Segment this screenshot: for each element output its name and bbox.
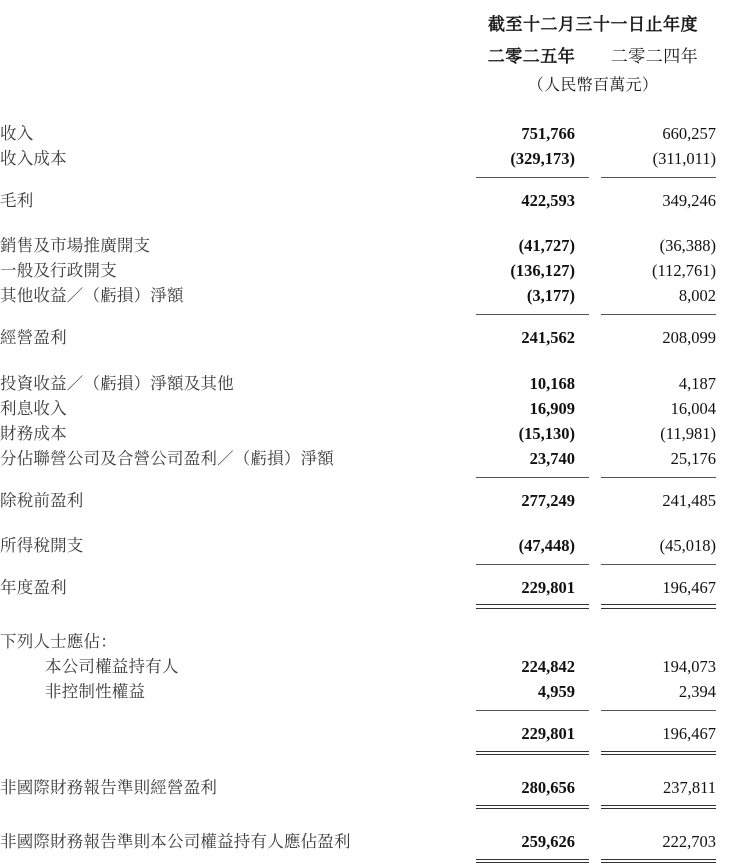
row-value-current	[470, 629, 593, 654]
row-value-current: (41,727)	[518, 236, 575, 256]
rule-line	[476, 314, 589, 315]
row-value-current: 422,593	[521, 191, 575, 211]
row-value-current: 229,801	[521, 724, 575, 744]
row-value-current: (136,127)	[510, 261, 575, 281]
row-value-prior: 25,176	[670, 448, 716, 468]
rule-line	[601, 805, 716, 810]
table-header-years-row	[0, 39, 716, 70]
row-label: 非控制性權益	[45, 682, 146, 702]
header-spacer-3	[0, 70, 470, 101]
row-value-prior: 237,811	[662, 778, 716, 798]
row-value-current: (47,448)	[518, 535, 575, 555]
row-value-current: 16,909	[529, 398, 575, 418]
row-value-prior: 196,467	[662, 724, 716, 744]
row-value-prior: 222,703	[662, 832, 716, 852]
row-value-prior: 194,073	[662, 657, 716, 677]
row-value-prior: (36,388)	[659, 236, 716, 256]
rule-line	[476, 177, 589, 178]
rule-line	[476, 710, 589, 711]
row-label: 其他收益／（虧損）淨額	[0, 286, 184, 306]
row-label: 非國際財務報告準則本公司權益持有人應佔盈利	[0, 832, 351, 852]
table-row	[0, 446, 716, 471]
row-value-current: (329,173)	[510, 149, 575, 169]
table-header-unit-row	[0, 70, 716, 101]
table-row	[0, 121, 716, 146]
table-row	[0, 325, 716, 350]
header-currency-unit: （人民幣百萬元）	[527, 77, 659, 94]
row-value-current: 23,740	[529, 448, 575, 468]
row-label: 一般及行政開支	[0, 261, 117, 281]
table-row	[0, 233, 716, 258]
spacer	[0, 480, 716, 488]
row-label: 下列人士應佔：	[0, 632, 117, 652]
spacer	[0, 713, 716, 721]
row-value-prior: (45,018)	[659, 535, 716, 555]
row-label: 毛利	[0, 191, 34, 211]
row-value-prior: (11,981)	[660, 423, 716, 443]
table-row	[0, 258, 716, 283]
column-header-year-current: 二零二五年	[487, 47, 576, 66]
table-row	[0, 629, 716, 654]
table-row	[0, 829, 716, 854]
rule-line	[601, 477, 716, 478]
table-row	[0, 283, 716, 308]
total-double-rule	[0, 746, 716, 755]
row-label: 分佔聯營公司及合營公司盈利／（虧損）淨額	[0, 448, 334, 468]
subtotal-rule	[0, 704, 716, 713]
row-value-prior: 660,257	[662, 124, 716, 143]
subtotal-rule	[0, 171, 716, 180]
subtotal-rule	[0, 471, 716, 480]
total-double-rule	[0, 800, 716, 809]
row-label: 除稅前盈利	[0, 490, 84, 510]
row-value-prior: 2,394	[678, 682, 716, 702]
rule-line	[476, 859, 589, 864]
rule-line	[601, 564, 716, 565]
row-value-current: 277,249	[521, 490, 575, 510]
table-header-period-row	[0, 0, 716, 39]
header-spacer-2	[0, 39, 470, 70]
row-value-prior: (112,761)	[651, 261, 716, 281]
row-value-current: 751,766	[521, 124, 575, 143]
row-value-current: 224,842	[521, 657, 575, 677]
row-label: 收入	[0, 124, 34, 143]
table-row	[0, 775, 716, 800]
header-spacer	[0, 0, 470, 39]
rule-line	[476, 564, 589, 565]
row-value-prior	[593, 629, 716, 654]
row-value-prior: 8,002	[678, 286, 716, 306]
spacer	[0, 351, 716, 371]
spacer	[0, 755, 716, 775]
rule-line	[601, 314, 716, 315]
rule-line	[601, 859, 716, 864]
spacer	[0, 513, 716, 533]
rule-line	[601, 710, 716, 711]
rule-line	[476, 477, 589, 478]
row-value-current: 10,168	[529, 373, 575, 393]
row-label: 銷售及市場推廣開支	[0, 236, 151, 256]
table-row	[0, 488, 716, 513]
row-value-current: 241,562	[521, 328, 575, 348]
rule-line	[601, 751, 716, 756]
spacer	[0, 213, 716, 233]
row-label: 本公司權益持有人	[45, 657, 179, 677]
total-double-rule	[0, 855, 716, 864]
table-row	[0, 421, 716, 446]
row-value-prior: 241,485	[662, 490, 716, 510]
table-row	[0, 575, 716, 600]
spacer	[0, 609, 716, 629]
table-row	[0, 679, 716, 704]
column-header-year-prior: 二零二四年	[610, 47, 699, 66]
table-row	[0, 188, 716, 213]
rule-line	[476, 751, 589, 756]
total-double-rule	[0, 600, 716, 609]
row-value-prior: 208,099	[662, 328, 716, 348]
row-label: 所得稅開支	[0, 535, 84, 555]
row-value-current: (15,130)	[518, 423, 575, 443]
table-row	[0, 371, 716, 396]
spacer	[0, 809, 716, 829]
row-label: 非國際財務報告準則經營盈利	[0, 778, 218, 798]
spacer	[0, 567, 716, 575]
rule-line	[476, 805, 589, 810]
row-value-current: 280,656	[521, 778, 575, 798]
table-row	[0, 533, 716, 558]
table-row	[0, 396, 716, 421]
header-period-label: 截至十二月三十一日止年度	[488, 15, 698, 34]
row-value-current: 259,626	[521, 832, 575, 852]
rule-line	[476, 604, 589, 609]
row-label: 收入成本	[0, 149, 67, 169]
rule-line	[601, 604, 716, 609]
spacer	[0, 180, 716, 188]
row-label: 年度盈利	[0, 578, 67, 598]
row-label: 經營盈利	[0, 328, 67, 348]
spacer	[0, 101, 716, 121]
row-value-prior: 349,246	[662, 191, 716, 211]
spacer	[0, 317, 716, 325]
rule-line	[601, 177, 716, 178]
row-label: 財務成本	[0, 423, 67, 443]
row-value-prior: 196,467	[662, 578, 716, 598]
row-value-prior: 4,187	[678, 373, 716, 393]
row-label: 投資收益／（虧損）淨額及其他	[0, 373, 234, 393]
row-label: 利息收入	[0, 398, 67, 418]
row-value-prior: (311,011)	[652, 149, 716, 169]
table-row	[0, 146, 716, 171]
table-row	[0, 721, 716, 746]
row-value-prior: 16,004	[670, 398, 716, 418]
subtotal-rule	[0, 308, 716, 317]
row-value-current: (3,177)	[526, 286, 575, 306]
row-value-current: 229,801	[521, 578, 575, 598]
row-value-current: 4,959	[537, 682, 575, 702]
table-row	[0, 654, 716, 679]
row-label	[0, 721, 470, 746]
subtotal-rule	[0, 558, 716, 567]
